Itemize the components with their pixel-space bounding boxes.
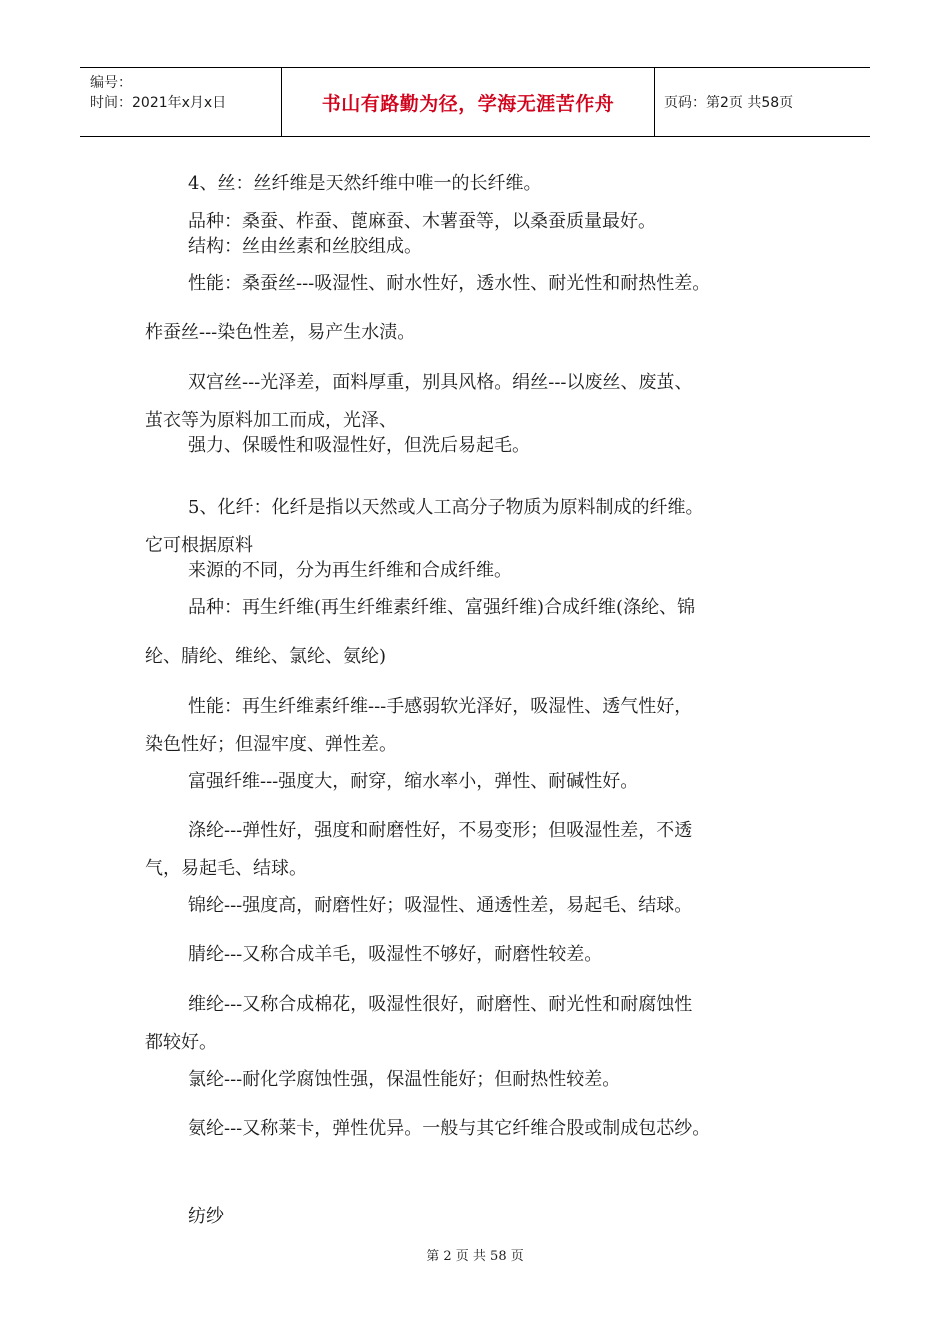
body-line: 来源的不同，分为再生纤维和合成纤维。 bbox=[188, 560, 512, 581]
body-line: 性能：再生纤维素纤维---手感弱软光泽好，吸湿性、透气性好， bbox=[188, 696, 693, 717]
body-line: 染色性好；但湿牢度、弹性差。 bbox=[145, 734, 397, 755]
page-footer: 第 2 页 共 58 页 bbox=[426, 1249, 524, 1264]
document-number: 编号： bbox=[90, 75, 132, 91]
body-line: 氯纶---耐化学腐蚀性强，保温性能好；但耐热性较差。 bbox=[188, 1069, 621, 1090]
body-line: 腈纶---又称合成羊毛，吸湿性不够好，耐磨性较差。 bbox=[188, 944, 603, 965]
body-line: 双宫丝---光泽差，面料厚重，别具风格。绢丝---以废丝、废茧、 bbox=[188, 372, 693, 393]
body-line: 富强纤维---强度大，耐穿，缩水率小，弹性、耐碱性好。 bbox=[188, 771, 639, 792]
header-motto: 书山有路勤为径，学海无涯苦作舟 bbox=[282, 68, 655, 136]
document-date: 时间：2021年x月x日 bbox=[90, 95, 227, 111]
body-line: 茧衣等为原料加工而成，光泽、 bbox=[145, 410, 397, 431]
body-line: 锦纶---强度高，耐磨性好；吸湿性、通透性差，易起毛、结球。 bbox=[188, 895, 693, 916]
body-line: 都较好。 bbox=[145, 1032, 217, 1053]
body-line: 气，易起毛、结球。 bbox=[145, 858, 307, 879]
body-line: 性能：桑蚕丝---吸湿性、耐水性好，透水性、耐光性和耐热性差。 bbox=[188, 273, 711, 294]
body-line: 强力、保暖性和吸湿性好，但洗后易起毛。 bbox=[188, 435, 530, 456]
body-line: 5、化纤：化纤是指以天然或人工高分子物质为原料制成的纤维。 bbox=[188, 497, 704, 518]
body-line: 氨纶---又称莱卡，弹性优异。一般与其它纤维合股或制成包芯纱。 bbox=[188, 1118, 711, 1139]
body-line: 涤纶---弹性好，强度和耐磨性好，不易变形；但吸湿性差，不透 bbox=[188, 820, 693, 841]
page-header bbox=[80, 67, 870, 137]
body-line: 4、丝：丝纤维是天然纤维中唯一的长纤维。 bbox=[188, 173, 542, 194]
body-line: 纶、腈纶、维纶、氯纶、氨纶) bbox=[145, 646, 387, 667]
body-line: 柞蚕丝---染色性差，易产生水渍。 bbox=[145, 322, 416, 343]
body-line: 品种：再生纤维(再生纤维素纤维、富强纤维)合成纤维(涤纶、锦 bbox=[188, 597, 696, 618]
body-line: 它可根据原料 bbox=[145, 535, 253, 556]
body-line: 维纶---又称合成棉花，吸湿性很好，耐磨性、耐光性和耐腐蚀性 bbox=[188, 994, 693, 1015]
section-heading: 纺纱 bbox=[188, 1206, 224, 1227]
header-page-info: 页码：第2页 共58页 bbox=[664, 95, 794, 111]
body-line: 结构：丝由丝素和丝胶组成。 bbox=[188, 236, 422, 257]
body-line: 品种：桑蚕、柞蚕、蓖麻蚕、木薯蚕等，以桑蚕质量最好。 bbox=[188, 211, 656, 232]
header-meta bbox=[80, 68, 282, 136]
